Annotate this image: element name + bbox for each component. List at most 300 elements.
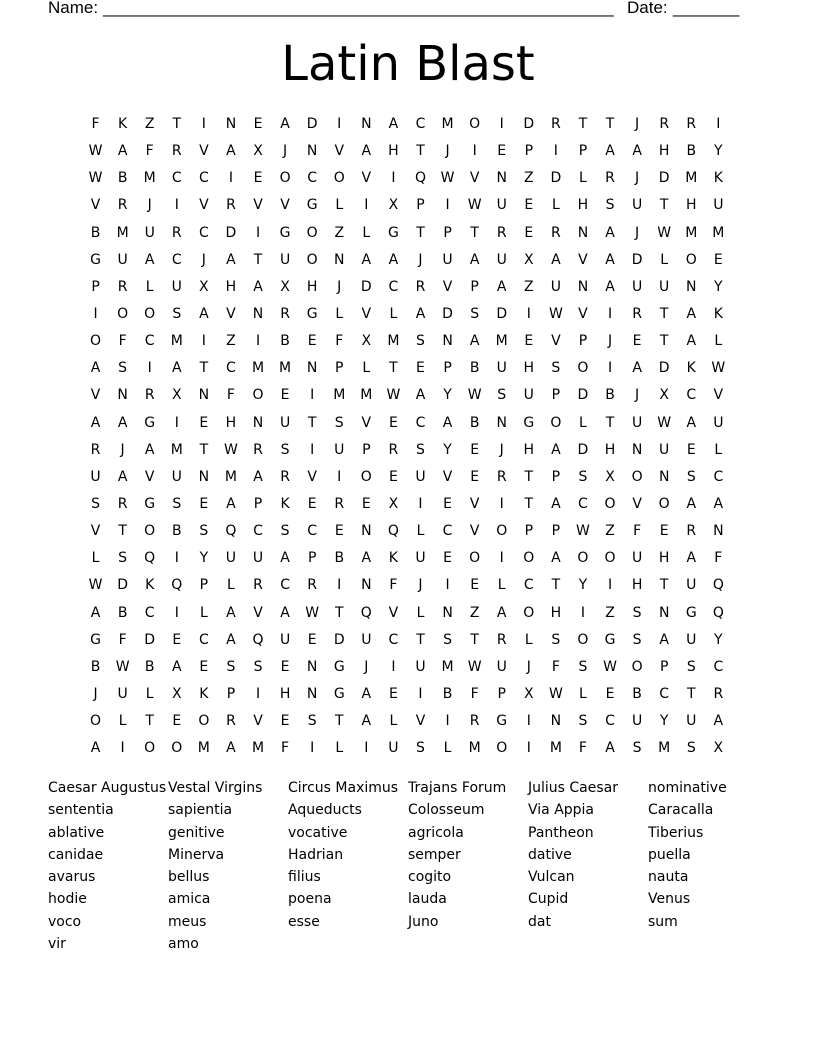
grid-letter: A bbox=[713, 713, 724, 730]
word-list-item: sententia bbox=[48, 802, 114, 819]
grid-row bbox=[82, 165, 742, 192]
grid-letter: A bbox=[469, 333, 480, 350]
word-list-item: Tiberius bbox=[648, 824, 704, 841]
grid-letter: E bbox=[524, 224, 534, 241]
grid-letter: V bbox=[361, 305, 372, 322]
grid-letter: O bbox=[631, 468, 643, 485]
grid-letter: T bbox=[524, 468, 534, 485]
grid-letter: N bbox=[442, 333, 453, 350]
grid-letter: E bbox=[470, 577, 480, 594]
grid-letter: S bbox=[253, 658, 263, 675]
grid-letter: S bbox=[470, 305, 480, 322]
word-list-item: nauta bbox=[648, 869, 689, 886]
word-list-item: Colosseum bbox=[408, 802, 485, 819]
grid-letter: U bbox=[279, 414, 291, 431]
grid-letter: E bbox=[632, 333, 642, 350]
word-search-grid bbox=[82, 111, 742, 762]
grid-letter: S bbox=[578, 713, 588, 730]
grid-letter: J bbox=[607, 333, 613, 350]
grid-letter: L bbox=[362, 360, 371, 377]
grid-letter: C bbox=[415, 414, 426, 431]
grid-letter: B bbox=[605, 387, 615, 404]
grid-letter: C bbox=[198, 631, 209, 648]
grid-letter: B bbox=[442, 685, 453, 702]
grid-letter: N bbox=[442, 604, 453, 621]
grid-letter: D bbox=[144, 631, 156, 648]
grid-letter: B bbox=[144, 658, 155, 675]
grid-letter: E bbox=[470, 468, 480, 485]
grid-letter: A bbox=[361, 713, 372, 730]
grid-letter: Q bbox=[387, 523, 399, 540]
grid-letter: A bbox=[280, 550, 290, 567]
grid-letter: L bbox=[199, 604, 208, 621]
grid-letter: B bbox=[469, 414, 480, 431]
grid-letter: E bbox=[686, 441, 696, 458]
grid-row bbox=[82, 708, 742, 735]
grid-letter: L bbox=[524, 631, 533, 648]
grid-letter: J bbox=[120, 441, 125, 458]
grid-letter: N bbox=[334, 251, 345, 268]
grid-letter: H bbox=[658, 550, 670, 567]
grid-letter: X bbox=[659, 387, 669, 404]
word-list-item: dat bbox=[528, 913, 551, 930]
grid-letter: O bbox=[360, 468, 372, 485]
grid-letter: L bbox=[714, 441, 723, 458]
grid-letter: V bbox=[361, 170, 372, 187]
grid-row bbox=[82, 328, 742, 355]
grid-row bbox=[82, 735, 742, 762]
grid-letter: B bbox=[632, 685, 642, 702]
grid-letter: A bbox=[686, 305, 697, 322]
grid-letter: E bbox=[172, 631, 182, 648]
grid-letter: O bbox=[685, 251, 697, 268]
grid-letter: U bbox=[415, 550, 426, 567]
grid-letter: L bbox=[335, 305, 344, 322]
grid-letter: U bbox=[631, 278, 643, 295]
grid-letter: D bbox=[658, 170, 670, 187]
grid-row bbox=[82, 518, 742, 545]
grid-letter: V bbox=[442, 468, 453, 485]
grid-letter: R bbox=[496, 631, 507, 648]
grid-letter: S bbox=[280, 523, 290, 540]
grid-letter: L bbox=[145, 278, 154, 295]
grid-letter: S bbox=[632, 604, 642, 621]
grid-letter: F bbox=[389, 577, 398, 594]
grid-letter: S bbox=[416, 441, 425, 458]
grid-letter: A bbox=[199, 305, 209, 322]
grid-letter: N bbox=[361, 116, 372, 132]
grid-letter: A bbox=[226, 740, 236, 757]
grid-letter: Z bbox=[523, 170, 534, 187]
grid-letter: L bbox=[416, 523, 425, 540]
grid-letter: V bbox=[578, 251, 588, 268]
grid-letter: Q bbox=[712, 604, 724, 621]
grid-letter: L bbox=[714, 333, 723, 350]
grid-letter: E bbox=[659, 523, 669, 540]
grid-letter: P bbox=[524, 143, 534, 160]
grid-letter: W bbox=[224, 441, 238, 458]
grid-letter: S bbox=[307, 713, 317, 730]
grid-row bbox=[82, 192, 742, 219]
grid-letter: C bbox=[198, 224, 209, 241]
word-list-item: Juno bbox=[408, 913, 439, 930]
grid-letter: U bbox=[496, 197, 507, 214]
grid-letter: Q bbox=[252, 631, 264, 648]
grid-letter: I bbox=[337, 468, 342, 485]
grid-letter: E bbox=[388, 685, 398, 702]
grid-letter: D bbox=[306, 116, 318, 132]
word-list-column bbox=[528, 777, 648, 955]
grid-letter: Z bbox=[144, 116, 155, 132]
grid-letter: S bbox=[199, 523, 209, 540]
grid-letter: I bbox=[337, 577, 342, 594]
grid-letter: G bbox=[333, 685, 345, 702]
grid-letter: R bbox=[713, 685, 724, 702]
grid-letter: E bbox=[199, 658, 209, 675]
grid-letter: O bbox=[523, 604, 535, 621]
grid-letter: S bbox=[551, 631, 561, 648]
grid-letter: F bbox=[335, 333, 344, 350]
grid-letter: O bbox=[469, 116, 481, 132]
grid-letter: J bbox=[201, 251, 206, 268]
grid-letter: T bbox=[199, 441, 209, 458]
word-list-item: amica bbox=[168, 891, 211, 908]
grid-letter: P bbox=[578, 333, 588, 350]
grid-letter: A bbox=[469, 251, 480, 268]
grid-letter: H bbox=[388, 143, 399, 160]
grid-letter: N bbox=[658, 468, 670, 485]
grid-letter: S bbox=[686, 468, 696, 485]
grid-letter: Z bbox=[469, 604, 480, 621]
grid-letter: I bbox=[228, 170, 233, 187]
grid-letter: Y bbox=[714, 278, 723, 295]
grid-letter: T bbox=[145, 713, 154, 730]
grid-letter: W bbox=[576, 523, 590, 540]
grid-letter: V bbox=[551, 333, 561, 350]
grid-letter: D bbox=[333, 631, 345, 648]
grid-letter: I bbox=[391, 658, 396, 675]
grid-letter: Z bbox=[605, 523, 615, 540]
grid-letter: M bbox=[712, 224, 725, 241]
grid-letter: X bbox=[605, 468, 615, 485]
grid-letter: I bbox=[580, 604, 586, 621]
word-list-item: filius bbox=[288, 869, 321, 886]
grid-letter: N bbox=[306, 143, 318, 160]
word-list-item: Via Appia bbox=[528, 802, 595, 819]
grid-letter: F bbox=[91, 116, 100, 132]
grid-letter: O bbox=[306, 251, 318, 268]
grid-letter: T bbox=[307, 414, 317, 431]
grid-letter: S bbox=[578, 468, 588, 485]
grid-letter: R bbox=[415, 278, 426, 295]
grid-letter: B bbox=[686, 143, 697, 160]
grid-letter: G bbox=[306, 197, 318, 214]
grid-letter: V bbox=[253, 713, 263, 730]
grid-letter: H bbox=[306, 278, 318, 295]
grid-letter: A bbox=[280, 604, 290, 621]
grid-letter: B bbox=[280, 333, 290, 350]
grid-letter: U bbox=[252, 550, 264, 567]
grid-letter: I bbox=[201, 116, 206, 132]
grid-letter: N bbox=[658, 604, 670, 621]
grid-letter: A bbox=[388, 116, 399, 132]
grid-letter: D bbox=[658, 360, 670, 377]
grid-letter: U bbox=[415, 468, 426, 485]
grid-letter: V bbox=[334, 143, 345, 160]
grid-letter: G bbox=[523, 414, 535, 431]
grid-letter: G bbox=[279, 224, 291, 241]
grid-letter: L bbox=[579, 685, 587, 702]
word-list-item: Vestal Virgins bbox=[168, 780, 263, 796]
grid-letter: I bbox=[255, 224, 261, 241]
grid-letter: K bbox=[118, 116, 128, 132]
grid-letter: R bbox=[605, 170, 615, 187]
grid-letter: E bbox=[443, 550, 452, 567]
grid-letter: Q bbox=[144, 550, 156, 567]
grid-letter: C bbox=[307, 170, 318, 187]
grid-row bbox=[82, 301, 742, 328]
grid-letter: T bbox=[172, 116, 182, 132]
word-list-item: Trajans Forum bbox=[408, 780, 507, 796]
grid-letter: X bbox=[523, 251, 534, 268]
grid-letter: U bbox=[496, 251, 507, 268]
grid-letter: P bbox=[551, 387, 561, 404]
grid-letter: H bbox=[523, 360, 535, 377]
grid-letter: K bbox=[713, 170, 723, 187]
grid-letter: O bbox=[631, 658, 643, 675]
grid-letter: R bbox=[226, 713, 236, 730]
word-list-item: cogito bbox=[408, 869, 452, 886]
grid-letter: S bbox=[172, 495, 182, 512]
grid-letter: U bbox=[523, 387, 534, 404]
grid-letter: E bbox=[497, 143, 507, 160]
grid-letter: A bbox=[90, 414, 101, 431]
grid-letter: C bbox=[686, 387, 697, 404]
grid-letter: O bbox=[171, 740, 183, 757]
grid-letter: S bbox=[605, 197, 615, 214]
grid-letter: Z bbox=[226, 333, 236, 350]
grid-letter: A bbox=[415, 387, 426, 404]
grid-letter: P bbox=[253, 495, 263, 512]
word-list-item: hodie bbox=[48, 891, 87, 908]
grid-letter: I bbox=[201, 333, 206, 350]
grid-letter: A bbox=[226, 631, 236, 648]
word-list-column bbox=[408, 777, 528, 955]
grid-letter: K bbox=[145, 577, 155, 594]
grid-letter: P bbox=[524, 523, 534, 540]
grid-letter: G bbox=[387, 224, 399, 241]
grid-letter: E bbox=[388, 468, 398, 485]
grid-letter: S bbox=[118, 550, 128, 567]
grid-letter: M bbox=[251, 740, 265, 757]
grid-letter: X bbox=[388, 495, 399, 512]
grid-letter: R bbox=[280, 468, 290, 485]
grid-letter: E bbox=[524, 333, 534, 350]
grid-letter: W bbox=[88, 143, 103, 160]
grid-letter: W bbox=[467, 387, 482, 404]
word-list-item: Hadrian bbox=[288, 846, 344, 863]
grid-letter: R bbox=[496, 224, 507, 241]
grid-letter: H bbox=[577, 197, 589, 214]
grid-letter: A bbox=[226, 251, 236, 268]
grid-letter: X bbox=[280, 278, 290, 295]
grid-letter: R bbox=[551, 116, 561, 132]
grid-letter: U bbox=[631, 414, 643, 431]
grid-letter: U bbox=[631, 550, 643, 567]
grid-letter: A bbox=[117, 414, 128, 431]
grid-letter: T bbox=[416, 143, 425, 160]
grid-letter: C bbox=[307, 523, 318, 540]
grid-letter: A bbox=[361, 143, 372, 160]
grid-letter: V bbox=[144, 468, 155, 485]
grid-letter: C bbox=[198, 170, 209, 187]
grid-letter: I bbox=[174, 604, 179, 621]
grid-letter: M bbox=[224, 468, 237, 485]
grid-letter: U bbox=[686, 577, 697, 594]
word-list-column bbox=[648, 777, 768, 955]
grid-letter: A bbox=[659, 631, 669, 648]
grid-letter: O bbox=[577, 360, 589, 377]
grid-letter: A bbox=[90, 604, 101, 621]
grid-letter: L bbox=[660, 251, 669, 268]
word-list-item: vir bbox=[48, 936, 66, 953]
grid-letter: I bbox=[526, 305, 531, 322]
word-list-item: canidae bbox=[48, 846, 104, 863]
grid-letter: N bbox=[117, 387, 128, 404]
grid-letter: I bbox=[526, 740, 531, 757]
grid-letter: V bbox=[469, 523, 480, 540]
grid-letter: E bbox=[307, 495, 317, 512]
grid-letter: F bbox=[714, 550, 723, 567]
grid-letter: H bbox=[631, 577, 643, 594]
grid-letter: V bbox=[199, 197, 209, 214]
grid-row bbox=[82, 572, 742, 599]
grid-letter: A bbox=[551, 441, 561, 458]
grid-letter: A bbox=[361, 251, 372, 268]
grid-letter: V bbox=[90, 523, 101, 540]
grid-letter: I bbox=[445, 713, 450, 730]
word-list-item: vocative bbox=[288, 824, 348, 841]
word-list-column bbox=[288, 777, 408, 955]
grid-letter: O bbox=[279, 170, 291, 187]
word-list-item: esse bbox=[288, 913, 320, 930]
grid-letter: S bbox=[578, 658, 588, 675]
grid-row bbox=[82, 111, 742, 138]
grid-letter: T bbox=[659, 305, 669, 322]
grid-letter: W bbox=[305, 604, 320, 621]
word-list-item: Cupid bbox=[528, 891, 569, 908]
grid-letter: Q bbox=[712, 577, 724, 594]
grid-letter: O bbox=[90, 333, 102, 350]
grid-letter: G bbox=[604, 631, 616, 648]
grid-letter: J bbox=[418, 251, 423, 268]
grid-letter: L bbox=[335, 197, 344, 214]
word-list-item: poena bbox=[288, 891, 332, 908]
grid-letter: I bbox=[445, 577, 450, 594]
grid-letter: C bbox=[171, 251, 182, 268]
grid-letter: C bbox=[605, 713, 615, 730]
grid-letter: O bbox=[469, 550, 481, 567]
grid-letter: U bbox=[144, 224, 155, 241]
grid-letter: W bbox=[657, 224, 672, 241]
grid-letter: D bbox=[550, 170, 562, 187]
grid-letter: J bbox=[635, 387, 640, 404]
grid-letter: F bbox=[118, 631, 127, 648]
grid-letter: P bbox=[578, 143, 588, 160]
grid-letter: L bbox=[497, 577, 506, 594]
grid-letter: U bbox=[171, 278, 182, 295]
grid-letter: A bbox=[415, 305, 426, 322]
grid-letter: J bbox=[445, 143, 450, 160]
grid-letter: A bbox=[117, 468, 128, 485]
grid-letter: C bbox=[523, 577, 534, 594]
grid-row bbox=[82, 654, 742, 681]
grid-letter: X bbox=[253, 143, 263, 160]
grid-letter: W bbox=[603, 658, 617, 675]
grid-letter: O bbox=[306, 224, 318, 241]
grid-letter: A bbox=[551, 251, 561, 268]
word-list-item: sum bbox=[648, 913, 678, 930]
grid-letter: S bbox=[632, 740, 642, 757]
grid-letter: L bbox=[145, 685, 154, 702]
grid-letter: O bbox=[577, 550, 589, 567]
grid-letter: U bbox=[225, 550, 237, 567]
grid-letter: C bbox=[713, 468, 724, 485]
grid-letter: O bbox=[577, 631, 589, 648]
grid-letter: X bbox=[713, 740, 724, 757]
grid-letter: S bbox=[551, 360, 561, 377]
grid-letter: S bbox=[416, 333, 425, 350]
grid-letter: H bbox=[685, 197, 697, 214]
grid-letter: F bbox=[145, 143, 154, 160]
grid-row bbox=[82, 410, 742, 437]
grid-letter: E bbox=[307, 631, 317, 648]
word-list-item: ablative bbox=[48, 824, 105, 841]
grid-letter: L bbox=[118, 713, 127, 730]
grid-letter: C bbox=[226, 360, 236, 377]
grid-letter: N bbox=[198, 387, 210, 404]
grid-letter: Y bbox=[578, 577, 588, 594]
grid-letter: H bbox=[225, 414, 237, 431]
grid-letter: I bbox=[607, 577, 613, 594]
grid-letter: M bbox=[441, 116, 454, 132]
grid-letter: O bbox=[198, 713, 210, 730]
word-list-item: voco bbox=[48, 913, 82, 930]
grid-letter: T bbox=[334, 604, 344, 621]
grid-letter: P bbox=[470, 278, 479, 295]
grid-letter: A bbox=[713, 495, 724, 512]
grid-letter: U bbox=[415, 658, 426, 675]
grid-letter: R bbox=[226, 197, 236, 214]
grid-letter: C bbox=[415, 116, 426, 132]
grid-letter: R bbox=[686, 523, 697, 540]
grid-letter: Q bbox=[171, 577, 183, 594]
word-list-item: Aqueducts bbox=[288, 802, 362, 819]
grid-letter: A bbox=[632, 360, 642, 377]
grid-letter: A bbox=[171, 360, 182, 377]
grid-letter: E bbox=[253, 170, 263, 187]
grid-letter: A bbox=[361, 550, 372, 567]
grid-letter: R bbox=[253, 441, 263, 458]
grid-letter: C bbox=[280, 577, 290, 594]
grid-letter: U bbox=[686, 713, 697, 730]
grid-letter: I bbox=[472, 143, 477, 160]
grid-letter: K bbox=[388, 550, 398, 567]
grid-letter: U bbox=[279, 631, 291, 648]
grid-letter: A bbox=[253, 468, 263, 485]
grid-letter: P bbox=[199, 577, 209, 594]
word-list-item: Pantheon bbox=[528, 824, 594, 841]
